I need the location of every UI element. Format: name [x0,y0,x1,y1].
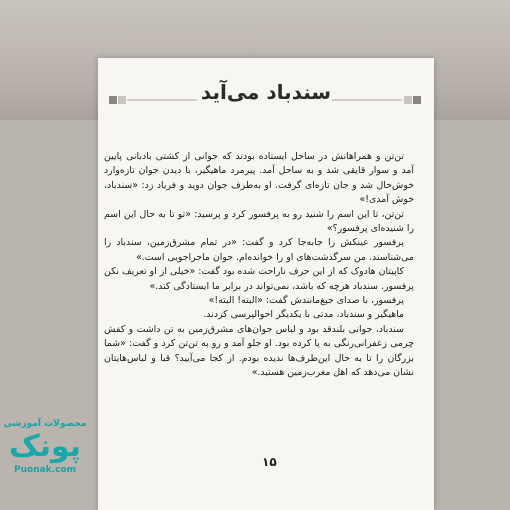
paragraph: پرفسور، با صدای جیغ‌مانندش گفت: «البته! البته!» [208,295,404,307]
watermark-logo [2,417,88,509]
paragraph: تن‌تن، تا این اسم را شنید رو به پرفسور کرد و پرسید: «تو تا به حال این اسم را شنیده‌ای پرفسور؟» [104,208,414,235]
page-number: ۱۵ [262,455,277,469]
watermark-url: Puonak.com [14,465,76,475]
chapter-title-wrap [98,74,434,110]
body-text [104,150,414,381]
paragraph: سندباد، جوانی بلندقد بود و لباس جوان‌های مشرق‌زمین به تن داشت و کفش چرمی زعفرانی‌رنگی به پا کرده بود. او جلو آمد و رو به تن‌تن کرد و گفت: «شما بزرگان را تا به حال این‌طرف‌ها ندیده بودم. از کجا می‌آیید؟ قبا و لباس‌هایتان نشان می‌دهد که اهل مغرب‌زمین هستید.» [104,323,414,379]
paragraph: پرفسور عینکش را جابه‌جا کرد و گفت: «در تمام مشرق‌زمین، سندباد را می‌شناسند. من سرگذشت‌های او را خوانده‌ام. جوان ماجراجویی است.» [104,237,414,263]
paragraph: کاپیتان هادوک که از این حرف ناراحت شده بود گفت: «خیلی از او تعریف نکن پرفسور. سندباد هرچه که باشد، نمی‌تواند در برابر ما ایستادگی کند.» [104,266,414,292]
watermark-logo-text: پونک [8,429,82,464]
paragraph: تن‌تن و همراهانش در ساحل ایستاده بودند که جوانی از کشتی بادبانی پایین آمد و سوار قایقی شد و به ساحل آمد. پیرمرد ماهیگیر، با دیدن جوان تازه‌وارد خوش‌حال شد و جان تازه‌ای گرفت. او به‌طرف جوان دوید و فریاد زد: «سندباد، خوش آمدی!» [104,151,414,206]
paragraph: ماهیگیر و سندباد، مدتی با یکدیگر احوالپرسی کردند. [203,309,404,321]
chapter-title: سندباد می‌آید [200,80,332,104]
watermark-caption: محصولات آموزشی [3,419,87,429]
